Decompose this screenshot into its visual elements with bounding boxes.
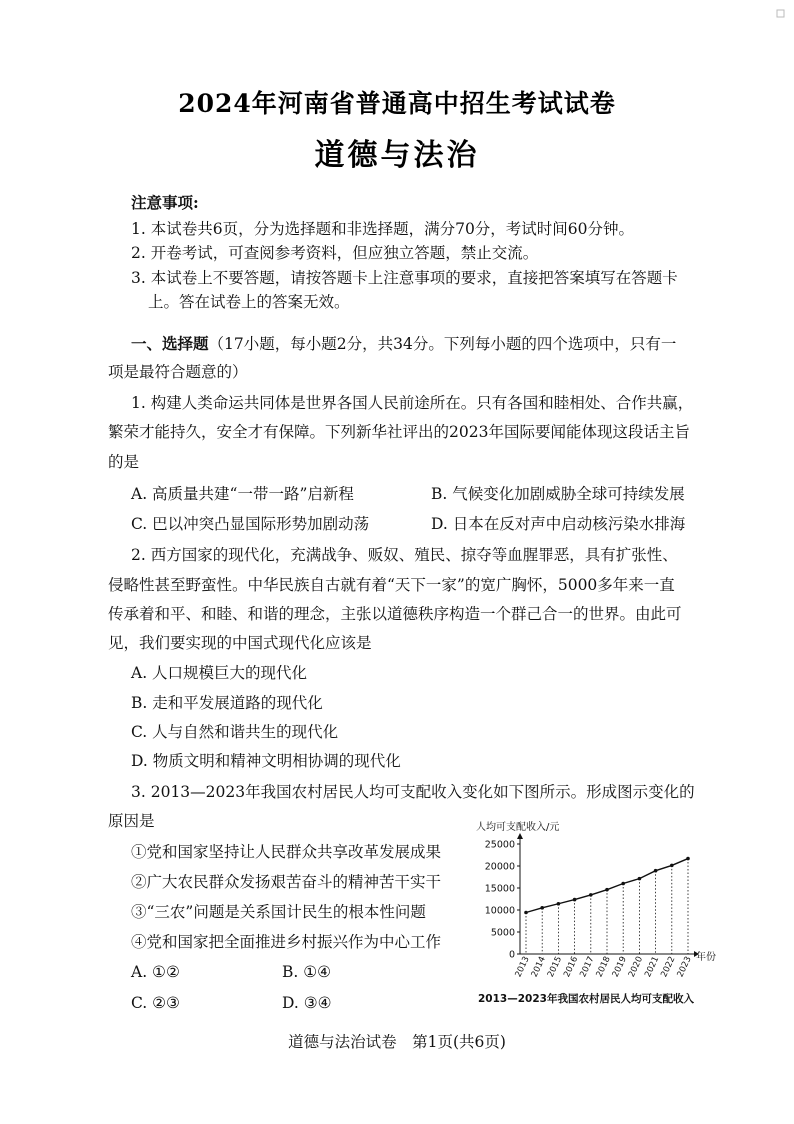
subject-title: 道德与法治 bbox=[314, 138, 480, 173]
notice-item: 2. 开卷考试，可查阅参考资料，但应独立答题，禁止交流。 bbox=[131, 244, 539, 262]
chart-point bbox=[524, 911, 528, 915]
chart-x-tick-label: 2017 bbox=[578, 955, 597, 979]
question-1-option-a: A. 高质量共建“一带一路”启新程 bbox=[131, 485, 354, 503]
question-1-text: 的是 bbox=[108, 453, 140, 471]
chart-y-tick-label: 15000 bbox=[484, 883, 515, 895]
chart-y-tick-label: 20000 bbox=[484, 861, 515, 873]
question-1-text: 1. 构建人类命运共同体是世界各国人民前途所在。只有各国和睦相处、合作共赢， bbox=[131, 394, 694, 412]
section-heading: 一、选择题 bbox=[131, 334, 209, 353]
question-3-option-c: C. ②③ bbox=[131, 994, 180, 1012]
question-2-option-d: D. 物质文明和精神文明相协调的现代化 bbox=[131, 752, 401, 770]
question-2-option-b: B. 走和平发展道路的现代化 bbox=[131, 694, 323, 712]
question-3-statement: ④党和国家把全面推进乡村振兴作为中心工作 bbox=[131, 933, 442, 951]
question-3-text: 3. 2013—2023年我国农村居民人均可支配收入变化如下图所示。形成图示变化的 bbox=[131, 783, 695, 801]
question-3-option-b: B. ①④ bbox=[282, 963, 332, 981]
page-footer: 道德与法治试卷 第1页(共6页) bbox=[288, 1033, 506, 1051]
chart-point bbox=[654, 869, 658, 873]
chart-axes bbox=[517, 833, 699, 957]
question-2-option-a: A. 人口规模巨大的现代化 bbox=[131, 664, 308, 682]
question-2-text: 2. 西方国家的现代化，充满战争、贩奴、殖民、掠夺等血腥罪恶，具有扩张性、 bbox=[131, 546, 678, 564]
chart-x-ticks bbox=[514, 955, 694, 979]
chart-y-tick-label: 5000 bbox=[490, 927, 515, 939]
chart-y-tick-label: 25000 bbox=[484, 839, 515, 851]
income-line-chart bbox=[470, 814, 730, 1014]
notice-item: 上。答在试卷上的答案无效。 bbox=[148, 293, 350, 311]
chart-y-ticks bbox=[485, 840, 520, 961]
question-3-option-a: A. ①② bbox=[131, 963, 180, 981]
question-3-statement: ①党和国家坚持让人民群众共享改革发展成果 bbox=[131, 843, 442, 861]
chart-point bbox=[540, 906, 544, 910]
chart-x-tick-label: 2013 bbox=[513, 955, 532, 979]
question-2-text: 见，我们要实现的中国式现代化应该是 bbox=[108, 634, 372, 652]
section-description: （17小题，每小题2分，共34分。下列每小题的四个选项中，只有一 bbox=[208, 335, 677, 353]
chart-point bbox=[589, 893, 593, 897]
chart-point bbox=[557, 902, 561, 906]
chart-x-tick-label: 2019 bbox=[610, 955, 629, 979]
corner-mark-icon bbox=[776, 4, 786, 14]
chart-x-tick-label: 2018 bbox=[594, 955, 613, 979]
chart-x-tick-label: 2015 bbox=[545, 955, 565, 979]
question-3-option-d: D. ③④ bbox=[282, 994, 332, 1012]
chart-point bbox=[638, 877, 642, 881]
question-2-text: 传承着和平、和睦、和谐的理念，主张以道德秩序构造一个群己合一的世界。由此可 bbox=[108, 605, 682, 623]
chart-x-tick-label: 2023 bbox=[675, 955, 694, 979]
chart-x-tick-label: 2016 bbox=[562, 955, 581, 979]
chart-y-tick-label: 10000 bbox=[484, 905, 515, 917]
chart-ylabel: 人均可支配收入/元 bbox=[476, 822, 560, 833]
question-1-option-d: D. 日本在反对声中启动核污染水排海 bbox=[431, 515, 686, 533]
notice-item: 1. 本试卷共6页，分为选择题和非选择题，满分70分，考试时间60分钟。 bbox=[131, 220, 635, 238]
chart-point bbox=[573, 898, 577, 902]
chart-y-tick-label: 0 bbox=[508, 949, 515, 961]
question-3-statement: ②广大农民群众发扬艰苦奋斗的精神苦干实干 bbox=[131, 873, 442, 891]
question-1-text: 繁荣才能持久，安全才有保障。下列新华社评出的2023年国际要闻能体现这段话主旨 bbox=[108, 423, 690, 441]
chart-x-tick-label: 2020 bbox=[626, 955, 646, 979]
chart-x-tick-label: 2014 bbox=[529, 955, 548, 979]
section-description: 项是最符合题意的） bbox=[108, 363, 248, 381]
question-2-text: 侵略性甚至野蛮性。中华民族自古就有着“天下一家”的宽广胸怀，5000多年来一直 bbox=[108, 576, 675, 594]
chart-x-tick-label: 2021 bbox=[643, 955, 662, 979]
chart-point bbox=[605, 888, 609, 892]
notice-heading: 注意事项: bbox=[131, 193, 199, 212]
notice-item: 3. 本试卷上不要答题，请按答题卡上注意事项的要求，直接把答案填写在答题卡 bbox=[131, 269, 678, 287]
question-3-text: 原因是 bbox=[108, 812, 155, 830]
exam-title: 2024年河南省普通高中招生考试试卷 bbox=[178, 89, 616, 118]
chart-title: 2013—2023年我国农村居民人均可支配收入 bbox=[478, 993, 694, 1005]
chart-y-arrow-icon bbox=[517, 833, 523, 839]
chart-x-tick-label: 2022 bbox=[659, 955, 678, 979]
section-heading-line bbox=[131, 333, 676, 355]
question-1-option-b: B. 气候变化加剧威胁全球可持续发展 bbox=[431, 485, 685, 503]
chart-point bbox=[621, 882, 625, 886]
question-1-option-c: C. 巴以冲突凸显国际形势加剧动荡 bbox=[131, 515, 370, 533]
chart-point bbox=[686, 857, 690, 861]
question-2-option-c: C. 人与自然和谐共生的现代化 bbox=[131, 723, 339, 741]
question-3-statement: ③“三农”问题是关系国计民生的根本性问题 bbox=[131, 903, 426, 921]
chart-xlabel: 年份 bbox=[696, 952, 716, 963]
chart-point bbox=[670, 864, 674, 868]
